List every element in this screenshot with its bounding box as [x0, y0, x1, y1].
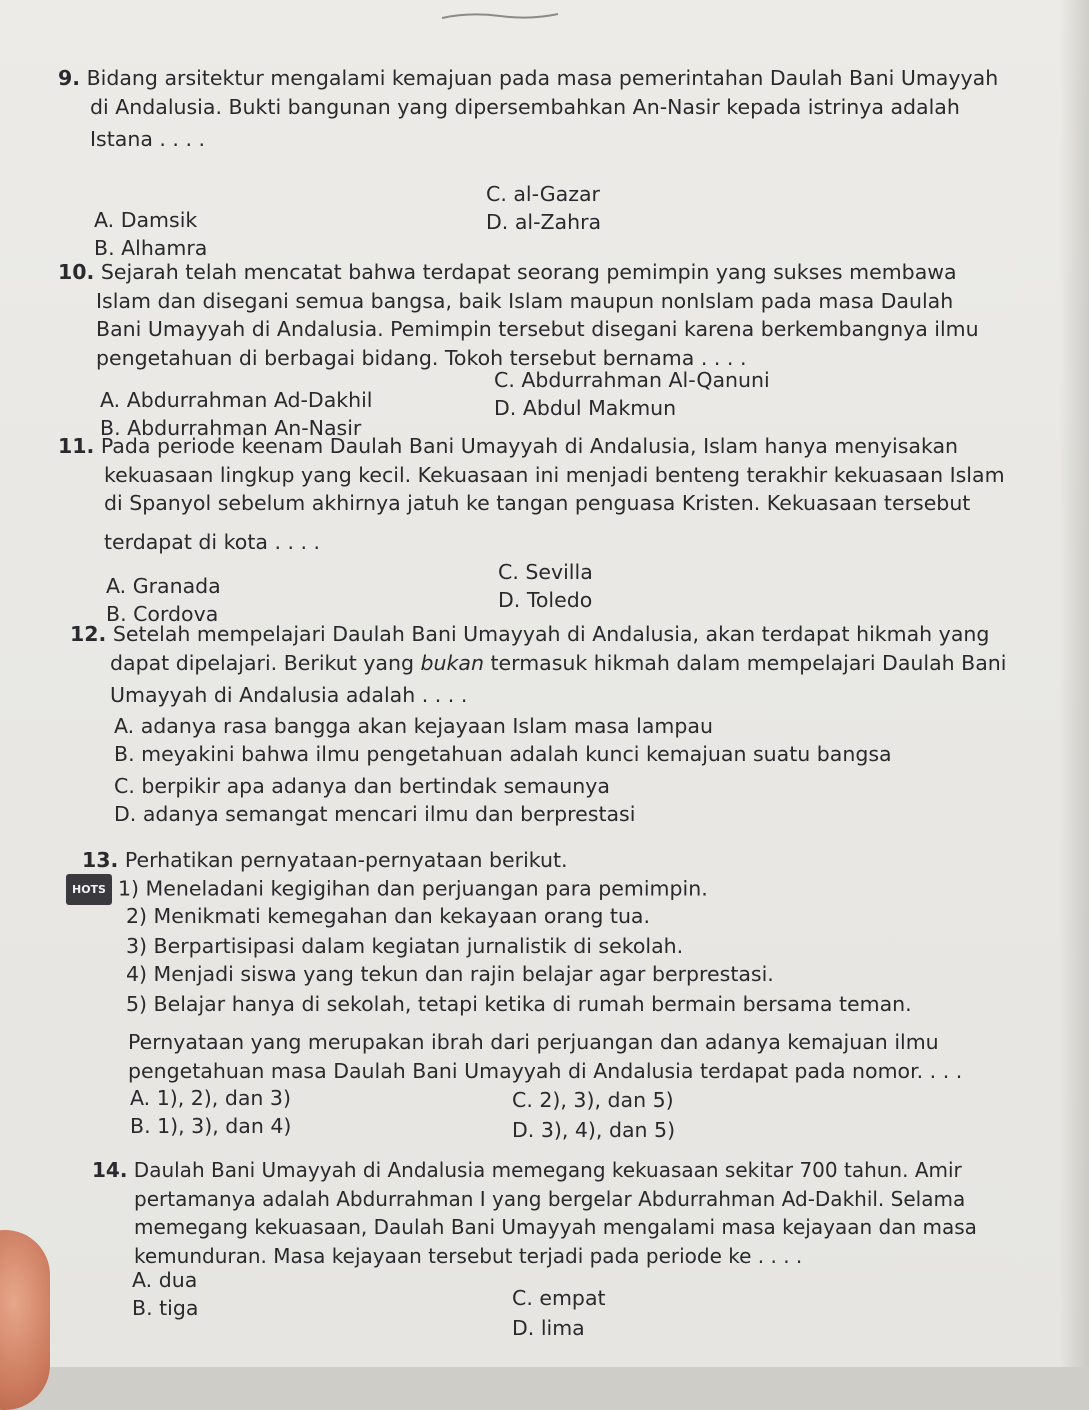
option-d[interactable]: D. 3), 4), dan 5)	[512, 1118, 676, 1142]
hots-badge: HOTS	[66, 874, 112, 905]
question-text-line: memegang kekuasaan, Daulah Bani Umayyah mengalami masa kejayaan dan masa	[134, 1215, 977, 1239]
option-a[interactable]: A. adanya rasa bangga akan kejayaan Islam masa lampau	[114, 714, 713, 738]
question-text-line: dapat dipelajari. Berikut yang bukan termasuk hikmah dalam mempelajari Daulah Bani	[110, 650, 1007, 675]
question-number: 14.	[92, 1158, 128, 1182]
option-d[interactable]: D. Abdul Makmun	[494, 396, 677, 420]
option-b[interactable]: B. tiga	[132, 1296, 199, 1320]
option-a[interactable]: A. Abdurrahman Ad-Dakhil	[100, 388, 373, 412]
option-c[interactable]: C. empat	[512, 1286, 606, 1310]
option-d[interactable]: D. lima	[512, 1316, 585, 1340]
option-b[interactable]: B. Alhamra	[94, 236, 208, 260]
statement-5: 5) Belajar hanya di sekolah, tetapi ketika di rumah bermain bersama teman.	[126, 992, 912, 1016]
option-d[interactable]: D. Toledo	[498, 588, 593, 612]
option-a[interactable]: A. Damsik	[94, 208, 198, 232]
question-text-line: Daulah Bani Umayyah di Andalusia memegang kekuasaan sekitar 700 tahun. Amir	[133, 1158, 962, 1182]
statement-2: 2) Menikmati kemegahan dan kekayaan orang tua.	[126, 904, 651, 928]
option-c[interactable]: C. 2), 3), dan 5)	[512, 1088, 674, 1112]
option-c[interactable]: C. Sevilla	[498, 560, 593, 584]
question-text-line: di Spanyol sebelum akhirnya jatuh ke tangan penguasa Kristen. Kekuasaan tersebut	[104, 491, 971, 515]
question-text-line: Bidang arsitektur mengalami kemajuan pada masa pemerintahan Daulah Bani Umayyah	[86, 66, 999, 90]
statement-4: 4) Menjadi siswa yang tekun dan rajin belajar agar berprestasi.	[126, 962, 774, 986]
statement-1: HOTS 1) Meneladani kegigihan dan perjuangan para pemimpin.	[66, 874, 708, 905]
question-text-line: Setelah mempelajari Daulah Bani Umayyah di Andalusia, akan terdapat hikmah yang	[112, 622, 990, 646]
question-number: 11.	[58, 434, 95, 458]
statement-3: 3) Berpartisipasi dalam kegiatan jurnalistik di sekolah.	[126, 934, 684, 958]
question-number: 13.	[82, 848, 119, 872]
question-text-line: Umayyah di Andalusia adalah . . . .	[110, 683, 468, 707]
question-text-line: Sejarah telah mencatat bahwa terdapat seorang pemimpin yang sukses membawa	[100, 260, 957, 284]
option-a[interactable]: A. 1), 2), dan 3)	[130, 1086, 291, 1110]
question-text-line: Perhatikan pernyataan-pernyataan berikut.	[124, 848, 568, 872]
option-b[interactable]: B. Cordova	[106, 602, 219, 626]
torn-header-mark	[440, 6, 560, 24]
question-text-line: Pada periode keenam Daulah Bani Umayyah di Andalusia, Islam hanya menyisakan	[100, 434, 959, 458]
emphasis-bukan: bukan	[420, 650, 484, 675]
question-number: 10.	[58, 260, 95, 284]
question-text-line: di Andalusia. Bukti bangunan yang dipersembahkan An-Nasir kepada istrinya adalah	[90, 94, 960, 119]
question-text-line: pengetahuan di berbagai bidang. Tokoh tersebut bernama . . . .	[96, 345, 747, 370]
question-text-line: Istana . . . .	[90, 127, 206, 151]
question-text-line: Pernyataan yang merupakan ibrah dari perjuangan dan adanya kemajuan ilmu	[128, 1030, 939, 1054]
question-number: 12.	[70, 622, 107, 646]
question-text-line: kemunduran. Masa kejayaan tersebut terjadi pada periode ke . . . .	[134, 1243, 803, 1268]
option-d[interactable]: D. al-Zahra	[486, 210, 602, 234]
question-text-line: Islam dan disegani semua bangsa, baik Islam maupun nonIslam pada masa Daulah	[96, 288, 954, 313]
question-text-line: kekuasaan lingkup yang kecil. Kekuasaan ini menjadi benteng terakhir kekuasaan Islam	[104, 462, 1005, 487]
question-text-line: terdapat di kota . . . .	[104, 529, 321, 554]
option-b[interactable]: B. Abdurrahman An-Nasir	[100, 416, 362, 440]
option-c[interactable]: C. Abdurrahman Al-Qanuni	[494, 368, 770, 392]
page-edge-shadow	[1059, 0, 1089, 1367]
option-b[interactable]: B. meyakini bahwa ilmu pengetahuan adalah kunci kemajuan suatu bangsa	[114, 742, 892, 766]
option-b[interactable]: B. 1), 3), dan 4)	[130, 1114, 292, 1138]
finger-photo-artifact	[0, 1230, 50, 1410]
option-c[interactable]: C. al-Gazar	[486, 182, 600, 206]
option-a[interactable]: A. dua	[132, 1268, 198, 1292]
question-text-line: Bani Umayyah di Andalusia. Pemimpin tersebut disegani karena berkembangnya ilmu	[96, 317, 979, 341]
question-text-line: pengetahuan masa Daulah Bani Umayyah di Andalusia terdapat pada nomor. . . .	[128, 1058, 963, 1083]
option-d[interactable]: D. adanya semangat mencari ilmu dan berprestasi	[114, 802, 636, 826]
question-text-line: pertamanya adalah Abdurrahman I yang bergelar Abdurrahman Ad-Dakhil. Selama	[134, 1186, 966, 1211]
option-c[interactable]: C. berpikir apa adanya dan bertindak semaunya	[114, 774, 610, 798]
question-number: 9.	[58, 66, 81, 90]
option-a[interactable]: A. Granada	[106, 574, 221, 598]
